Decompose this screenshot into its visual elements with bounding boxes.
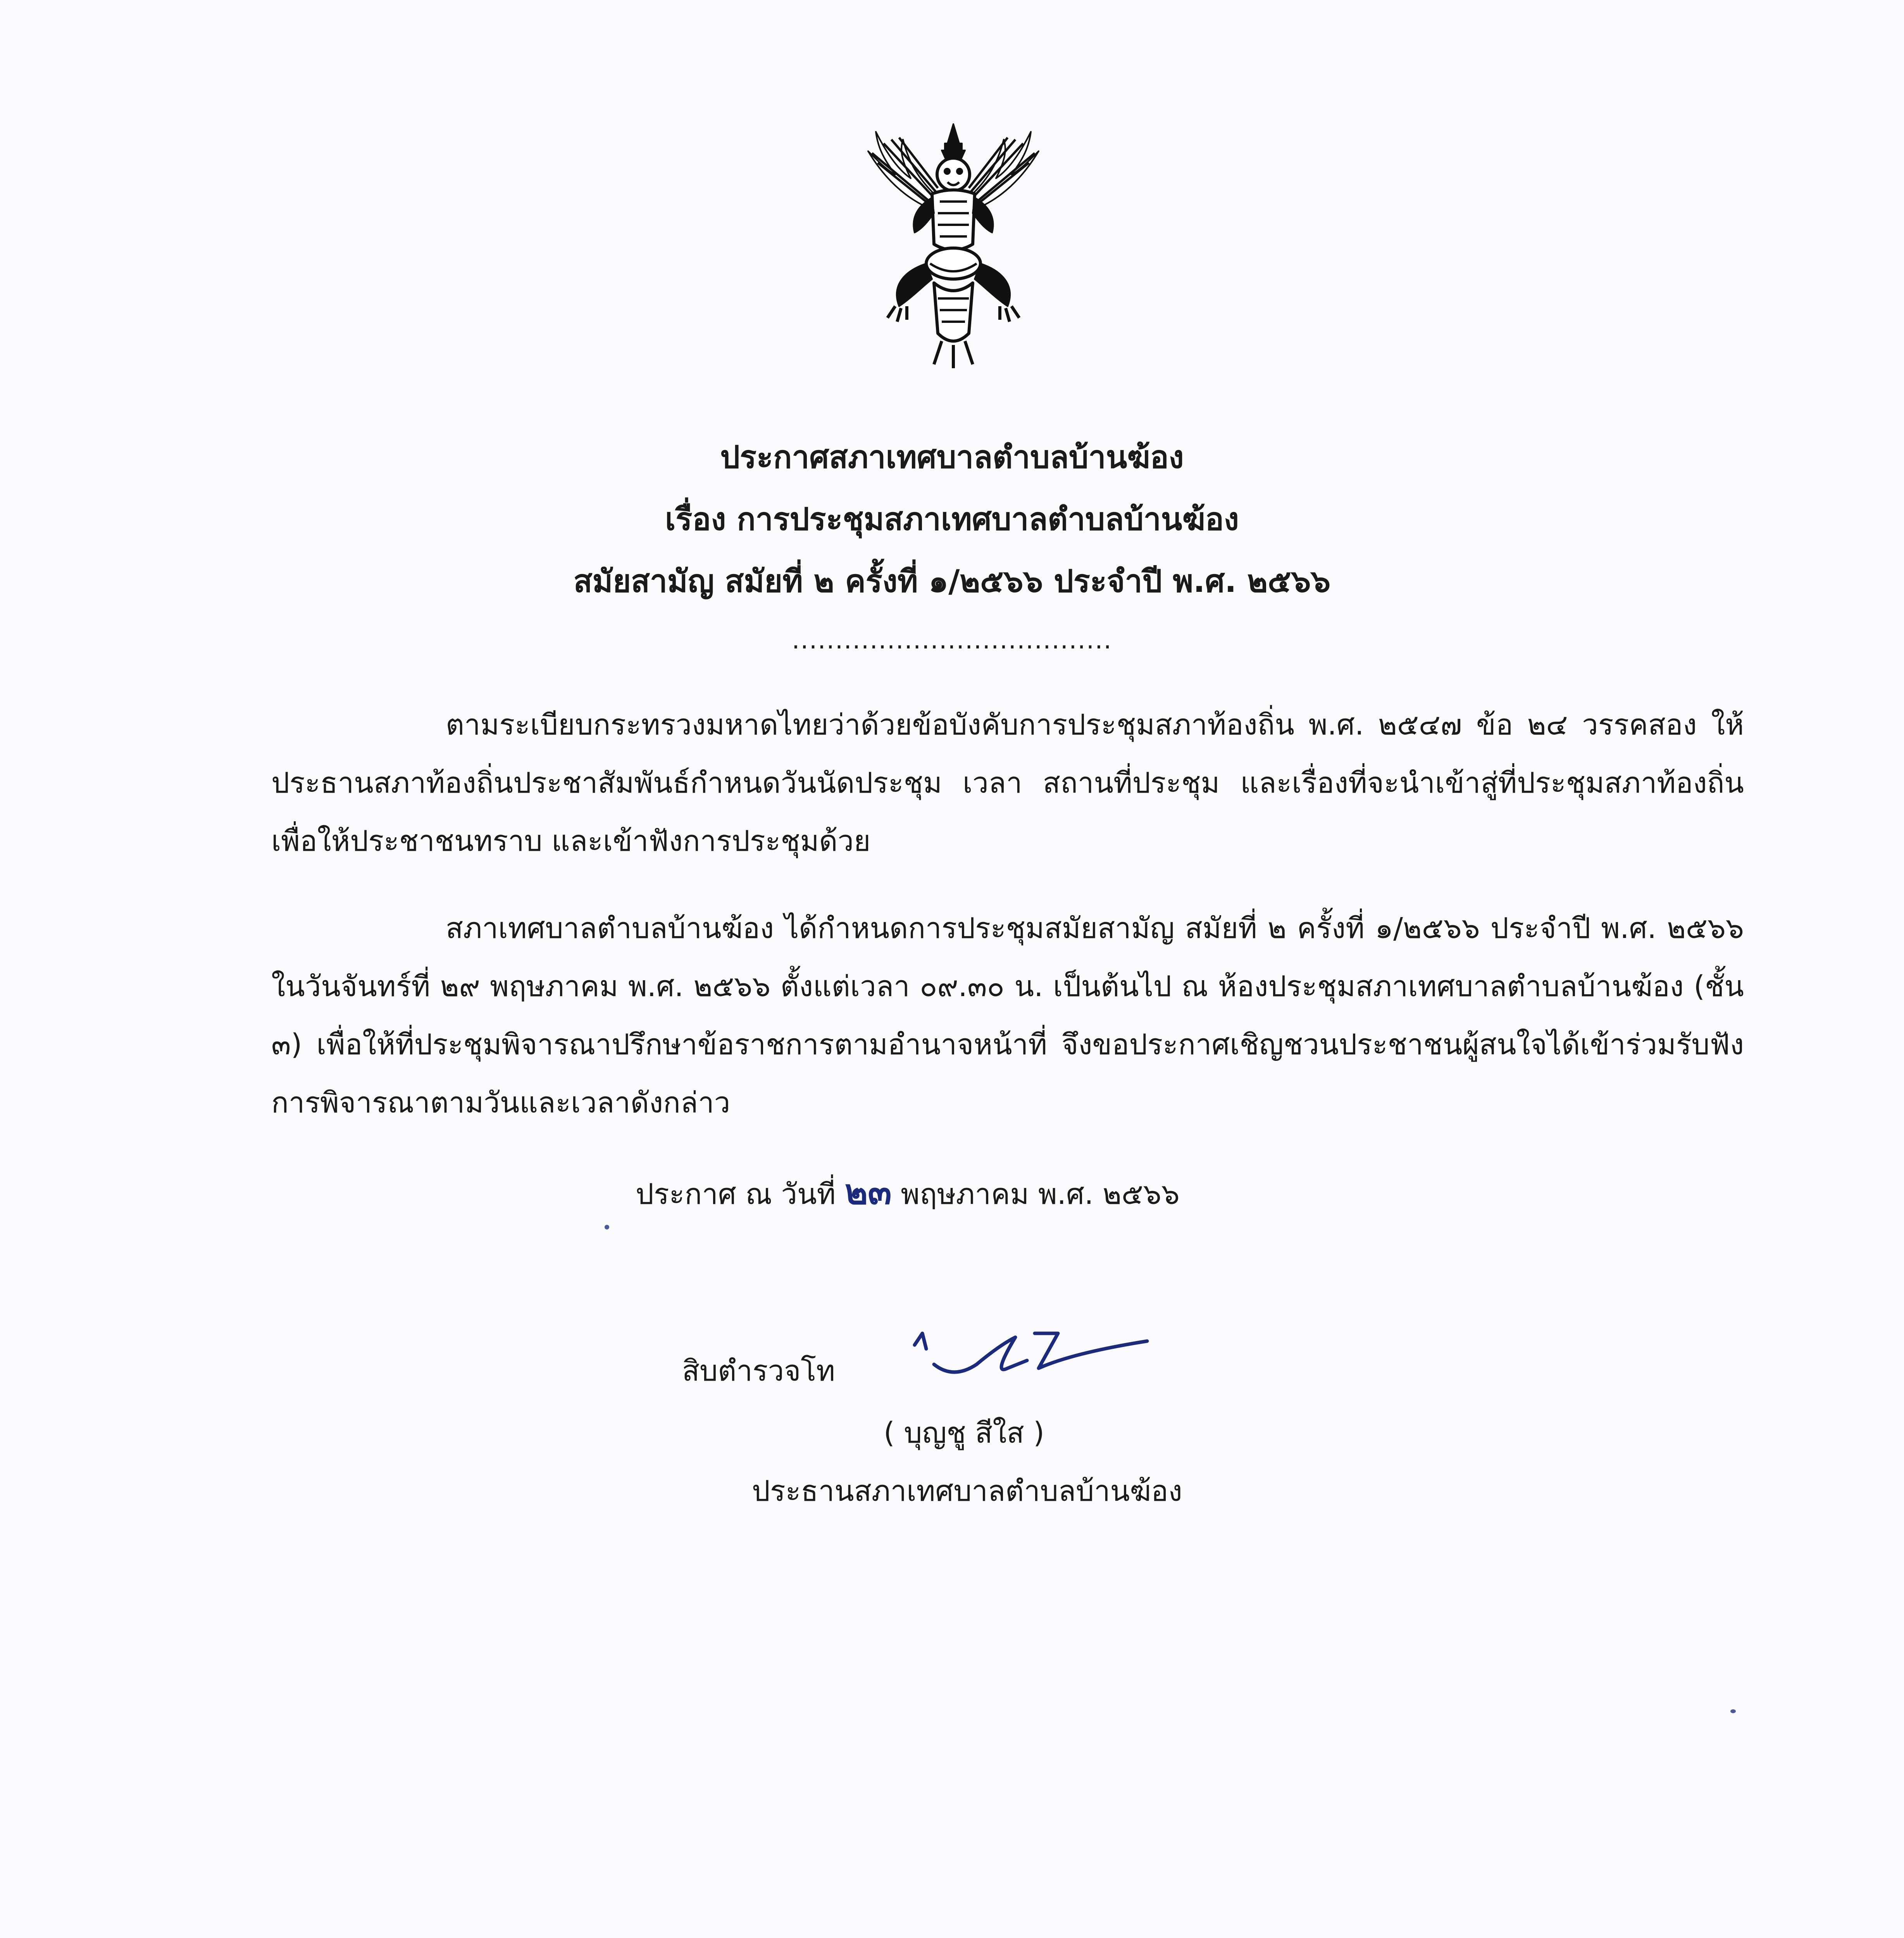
handwritten-signature: [911, 1322, 1151, 1395]
announcement-session: สมัยสามัญ สมัยที่ ๒ ครั้งที่ ๑/๒๕๖๖ ประจำปี พ.ศ. ๒๕๖๖: [573, 563, 1331, 599]
announcement-date-prefix: ประกาศ ณ วันที่: [636, 1178, 845, 1211]
scan-speck: [605, 1225, 609, 1229]
announcement-day-handwritten: ๒๓: [844, 1171, 892, 1212]
announcement-date-suffix: พฤษภาคม พ.ศ. ๒๕๖๖: [891, 1178, 1180, 1211]
signatory-name: ( บุญชู สีใส ): [884, 1416, 1045, 1450]
body-paragraph-1: ตามระเบียบกระทรวงมหาดไทยว่าด้วยข้อบังคับการประชุมสภาท้องถิ่น พ.ศ. ๒๕๔๗ ข้อ ๒๔ วรรคสอง ให้ประธานสภาท้องถิ่นประชาสัมพันธ์กำหนดวันนัดประชุม เวลา สถานที่ประชุม และเรื่องที่จะนำเข้าสู่ที่ประชุมสภาท้องถิ่น เพื่อให้ประชาชนทราบ และเข้าฟังการประชุมด้วย: [271, 708, 1744, 858]
scan-speck: [1730, 1709, 1736, 1713]
announcement-subject: เรื่อง การประชุมสภาเทศบาลตำบลบ้านฆ้อง: [665, 501, 1239, 537]
body-paragraph-2: สภาเทศบาลตำบลบ้านฆ้อง ได้กำหนดการประชุมสมัยสามัญ สมัยที่ ๒ ครั้งที่ ๑/๒๕๖๖ ประจำปี พ.ศ. ๒๕๖๖ ในวันจันทร์ที่ ๒๙ พฤษภาคม พ.ศ. ๒๕๖๖ ตั้งแต่เวลา ๐๙.๓๐ น. เป็นต้นไป ณ ห้องประชุมสภาเทศบาลตำบลบ้านฆ้อง (ชั้น ๓) เพื่อให้ที่ประชุมพิจารณาปรึกษาข้อราชการตามอำนาจหน้าที่ จึงขอประกาศเชิญชวนประชาชนผู้สนใจได้เข้าร่วมรับฟังการพิจารณาตามวันและเวลาดังกล่าว: [271, 912, 1744, 1119]
signatory-position: ประธานสภาเทศบาลตำบลบ้านฆ้อง: [752, 1474, 1182, 1508]
signatory-rank: สิบตำรวจโท: [682, 1354, 835, 1388]
garuda-emblem-icon: [845, 116, 1062, 372]
announcement-date: [636, 1171, 1180, 1212]
announcement-title: ประกาศสภาเทศบาลตำบลบ้านฆ้อง: [720, 439, 1184, 475]
separator-line: .....................................: [792, 626, 1112, 655]
